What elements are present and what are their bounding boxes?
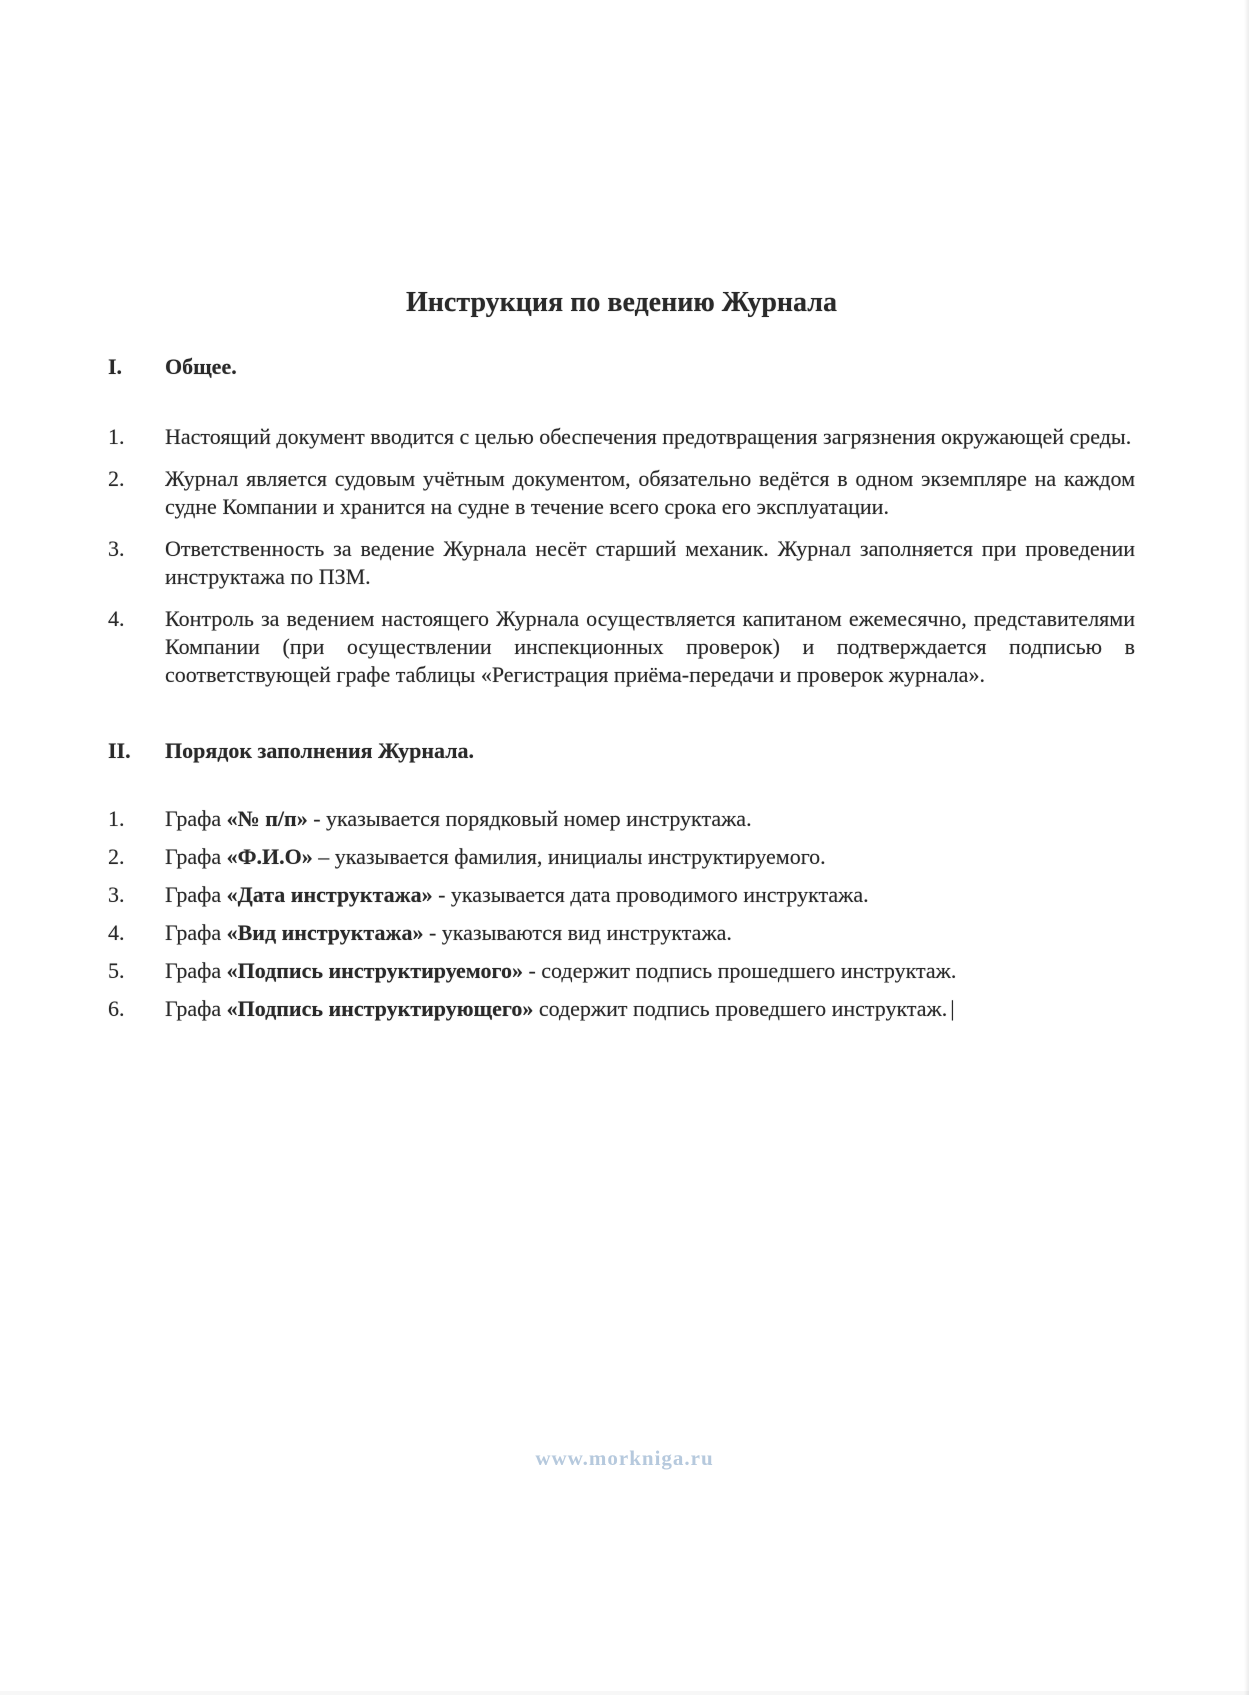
paragraph [108,535,1135,591]
section-2-heading-text: Порядок заполнения Журнала. [165,738,475,763]
watermark: www.morkniga.ru [535,1446,714,1470]
list-item [108,995,1135,1023]
document-content [108,288,1135,1033]
list-item [108,805,1135,833]
list-item-text [165,957,1135,985]
paragraph-number: 2. [108,466,125,491]
list-item-number: 4. [108,920,125,945]
item-text-prefix: Графа [165,806,227,831]
paragraph [108,423,1135,451]
item-text-prefix: Графа [165,882,227,907]
section-1-numeral: I. [108,354,123,379]
text-cursor: | [950,996,955,1021]
list-item-text [165,805,1135,833]
section-1-heading [108,353,1135,381]
list-item-number: 5. [108,958,125,983]
paragraph-number: 4. [108,606,125,631]
item-text-rest: - указывается дата проводимого инструктажа. [432,882,869,907]
item-text-rest: - указываются вид инструктажа. [423,920,732,945]
scan-edge-bottom [0,1691,1249,1695]
list-item-text [165,843,1135,871]
item-text-prefix: Графа [165,958,227,983]
item-term: «Подпись инструктируемого» [226,958,523,983]
item-text-prefix: Графа [165,920,227,945]
document-title: Инструкция по ведению Журнала [406,287,837,318]
item-text-rest: - указывается порядковый номер инструктажа. [307,806,752,831]
item-text-rest: содержит подпись проведшего инструктаж. [533,996,948,1021]
list-item [108,957,1135,985]
paragraph [108,465,1135,521]
list-item [108,881,1135,909]
item-text-prefix: Графа [165,844,227,869]
section-2-numeral: II. [108,738,131,763]
paragraph-text: Журнал является судовым учётным документом, обязательно ведётся в одном экземпляре на каждом судне Компании и хранится на судне в течение всего срока его эксплуатации. [165,466,1135,519]
list-item-number: 3. [108,882,125,907]
item-text-prefix: Графа [165,996,227,1021]
list-item-number: 1. [108,806,125,831]
item-term: «Подпись инструктирующего» [226,996,534,1021]
paragraph [108,605,1135,689]
section-1-heading-text: Общее. [165,354,237,379]
scan-edge-right [1244,0,1249,1695]
list-item [108,843,1135,871]
item-term: «Дата инструктажа» [226,882,433,907]
paragraph-number: 3. [108,536,125,561]
paragraph-number: 1. [108,424,125,449]
list-item-number: 2. [108,844,125,869]
paragraph-text: Контроль за ведением настоящего Журнала осуществляется капитаном ежемесячно, представителями Компании (при осуществлении инспекционных проверок) и подтверждается подписью в соответствующей графе таблицы «Регистрация приёма-передачи и проверок журнала». [165,606,1135,687]
list-item-text [165,881,1135,909]
item-text-rest: - содержит подпись прошедшего инструктаж. [522,958,957,983]
paragraph-text: Ответственность за ведение Журнала несёт старший механик. Журнал заполняется при проведении инструктажа по ПЗМ. [165,536,1135,589]
list-item-text [165,919,1135,947]
item-term: «Ф.И.О» [226,844,313,869]
item-text-rest: – указывается фамилия, инициалы инструктируемого. [312,844,826,869]
list-item [108,919,1135,947]
list-item-text [165,995,1135,1023]
paragraph-text: Настоящий документ вводится с целью обеспечения предотвращения загрязнения окружающей среды. [165,424,1132,449]
item-term: «№ п/п» [226,806,308,831]
list-item-number: 6. [108,996,125,1021]
item-term: «Вид инструктажа» [226,920,424,945]
section-2-heading [108,737,1135,765]
